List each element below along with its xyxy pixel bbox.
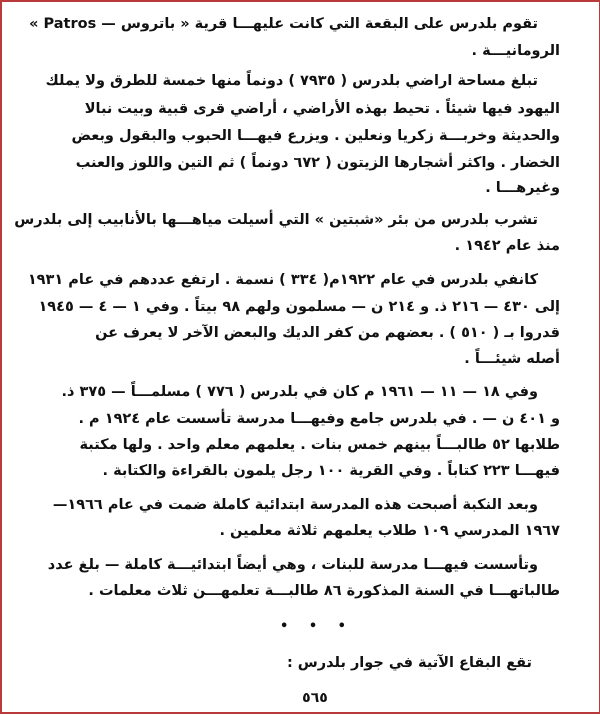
paragraph-text: اليهود فيها شيئاً . تحيط بهذه الأراضي ، أراضي قرى قبية وبيت نبالا — [84, 101, 560, 117]
paragraph-5-line-1 — [61, 379, 538, 405]
paragraph-text: والحديثة وخربـــة زكريا ونعلين . ويزرع فيهـــا الحبوب والبقول وبعض — [71, 128, 560, 144]
paragraph-text: وتأسست فيهـــا مدرسة للبنات ، وهي أيضاً ابتدائيـــة كاملة — بلغ عدد — [47, 557, 538, 573]
page-number: ٥٦٥ — [302, 690, 328, 706]
paragraph-3-line-2 — [102, 233, 560, 259]
paragraph-1-line-2 — [102, 38, 560, 64]
paragraph-4-line-4 — [102, 346, 560, 372]
paragraph-text: الخضار . واكثر أشجارها الزيتون ( ٦٧٢ دونماً ) ثم التين واللوز والعنب — [75, 155, 560, 171]
paragraph-text: طالباتهـــا في السنة المذكورة ٨٦ طالبـــة تعلمهـــن ثلاث معلمات . — [88, 583, 560, 599]
paragraph-2-line-5 — [102, 175, 560, 201]
paragraph-text: كانفي بلدرس في عام ١٩٢٢م( ٣٣٤ ) نسمة . ارتفع عددهم في عام ١٩٣١ — [27, 272, 538, 288]
paragraph-2-line-1 — [45, 68, 538, 94]
paragraph-text: قدروا بـ ( ٥١٠ ) . بعضهم من كفر الديك والبعض الآخر لا يعرف عن — [95, 325, 560, 341]
paragraph-text: أصله شيئـــاً . — [464, 351, 560, 367]
paragraph-7-line-1 — [47, 552, 538, 578]
paragraph-1-line-1 — [29, 11, 538, 37]
paragraph-text: وفي ١٨ — ١١ — ١٩٦١ م كان في بلدرس ( ٧٧٦ ) مسلمـــاً — ٣٧٥ ذ. — [61, 384, 538, 400]
paragraph-4-line-2 — [38, 294, 560, 320]
paragraph-5-line-3 — [79, 432, 560, 458]
paragraph-text: منذ عام ١٩٤٢ . — [454, 238, 560, 254]
paragraph-text: و ٤٠١ ن — . في بلدرس جامع وفيهـــا مدرسة تأسست عام ١٩٢٤ م . — [78, 411, 560, 427]
paragraph-2-line-3 — [71, 123, 560, 149]
paragraph-text: إلى ٤٣٠ — ٢١٦ ذ. و ٢١٤ ن — مسلمون ولهم ٩٨ بيتاً . وفي ١ — ٤ — ١٩٤٥ — [38, 299, 560, 315]
paragraph-3-line-1 — [14, 207, 538, 233]
paragraph-text: فيهـــا ٢٢٣ كتاباً . وفي القرية ١٠٠ رجل يلمون بالقراءة والكتابة . — [102, 463, 560, 479]
paragraph-6-line-1 — [52, 492, 538, 518]
closing-line — [102, 650, 532, 676]
section-separator: • • • — [280, 619, 354, 634]
page-body — [14, 2, 560, 716]
paragraph-7-line-2 — [88, 578, 560, 604]
paragraph-2-line-4 — [75, 150, 560, 176]
paragraph-4-line-3 — [95, 320, 560, 346]
paragraph-text: تقوم بلدرس على البقعة التي كانت عليهـــا قرية « باتروس — Patros » — [29, 16, 538, 32]
closing-text: تقع البقاع الآتية في جوار بلدرس : — [286, 655, 532, 671]
paragraph-text: تشرب بلدرس من بئر «شبتين » التي أسيلت مياهـــها بالأنابيب إلى بلدرس — [14, 212, 538, 228]
paragraph-2-line-2 — [84, 96, 560, 122]
paragraph-5-line-4 — [102, 458, 560, 484]
paragraph-6-line-2 — [102, 518, 560, 544]
paragraph-text: وغيرهـــا . — [485, 180, 560, 196]
paragraph-text: تبلغ مساحة اراضي بلدرس ( ٧٩٣٥ ) دونماً منها خمسة للطرق ولا يملك — [45, 73, 538, 89]
paragraph-4-line-1 — [27, 267, 538, 293]
paragraph-text: طلابها ٥٢ طالبـــاً بينهم خمس بنات . يعلمهم معلم واحد . ولها مكتبة — [79, 437, 560, 453]
paragraph-text: وبعد النكبة أصبحت هذه المدرسة ابتدائية كاملة ضمت في عام ١٩٦٦— — [52, 497, 538, 513]
paragraph-text: ١٩٦٧ المدرسي ١٠٩ طلاب يعلمهم ثلاثة معلمين . — [219, 523, 560, 539]
paragraph-text: الرومانيـــة . — [471, 43, 560, 59]
paragraph-5-line-2 — [78, 406, 560, 432]
